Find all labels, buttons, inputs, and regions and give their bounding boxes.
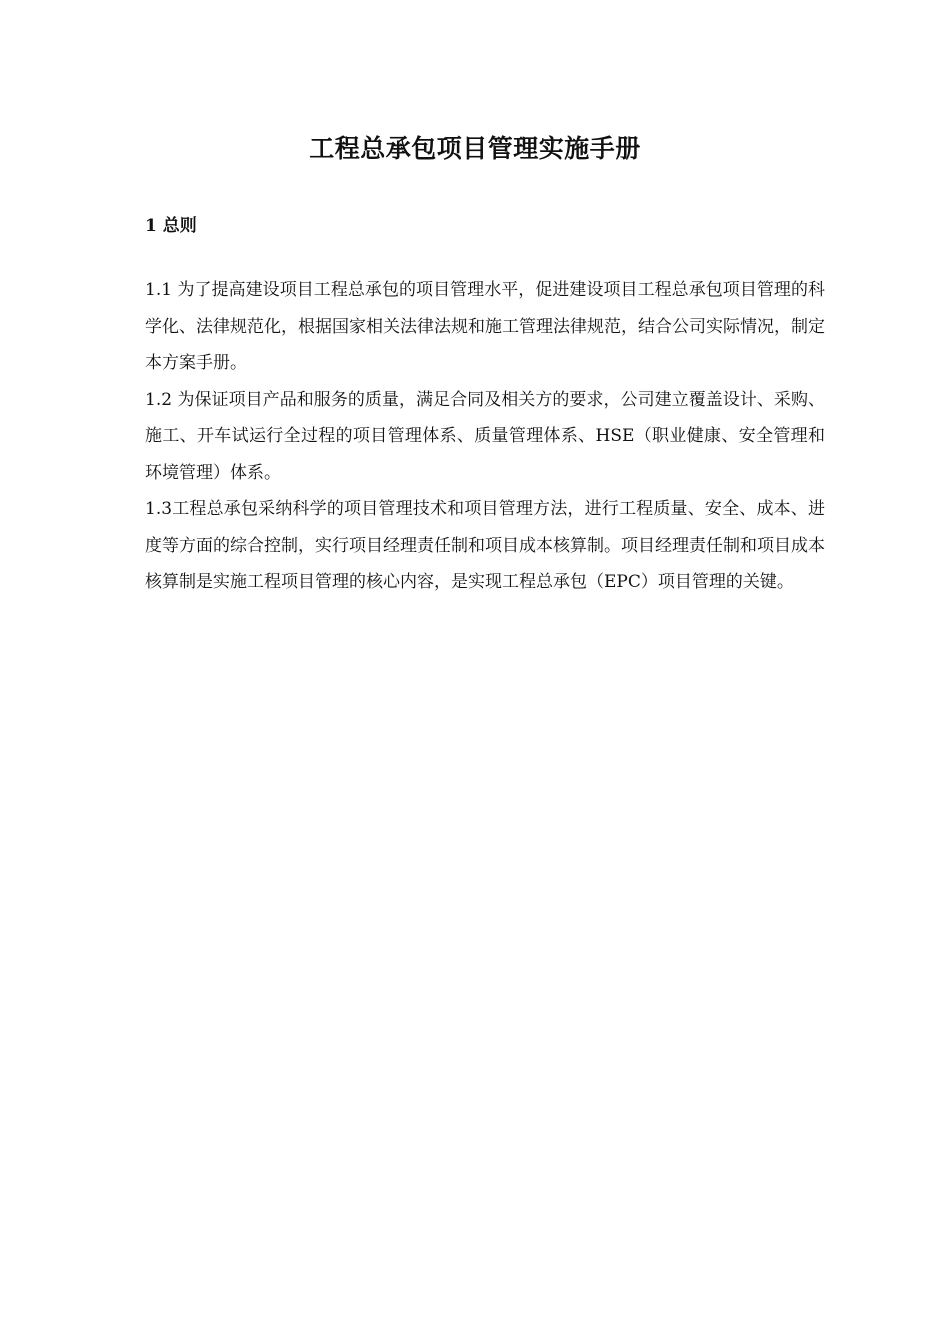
paragraph-1-1: 1.1 为了提高建设项目工程总承包的项目管理水平，促进建设项目工程总承包项目管理的科学化、法律规范化，根据国家相关法律法规和施工管理法律规范，结合公司实际情况，制定本方案手册。 (145, 280, 825, 373)
section-heading: 1 总则 (145, 216, 197, 236)
paragraph-1-2: 1.2 为保证项目产品和服务的质量，满足合同及相关方的要求，公司建立覆盖设计、采购、施工、开车试运行全过程的项目管理体系、质量管理体系、HSE（职业健康、安全管理和环境管理）体系。 (145, 389, 825, 483)
section-body (145, 272, 825, 601)
paragraph-1-3: 1.3工程总承包采纳科学的项目管理技术和项目管理方法，进行工程质量、安全、成本、进度等方面的综合控制，实行项目经理责任制和项目成本核算制。项目经理责任制和项目成本核算制是实施工程项目管理的核心内容，是实现工程总承包（EPC）项目管理的关键。 (145, 499, 825, 592)
document-title: 工程总承包项目管理实施手册 (309, 134, 641, 163)
